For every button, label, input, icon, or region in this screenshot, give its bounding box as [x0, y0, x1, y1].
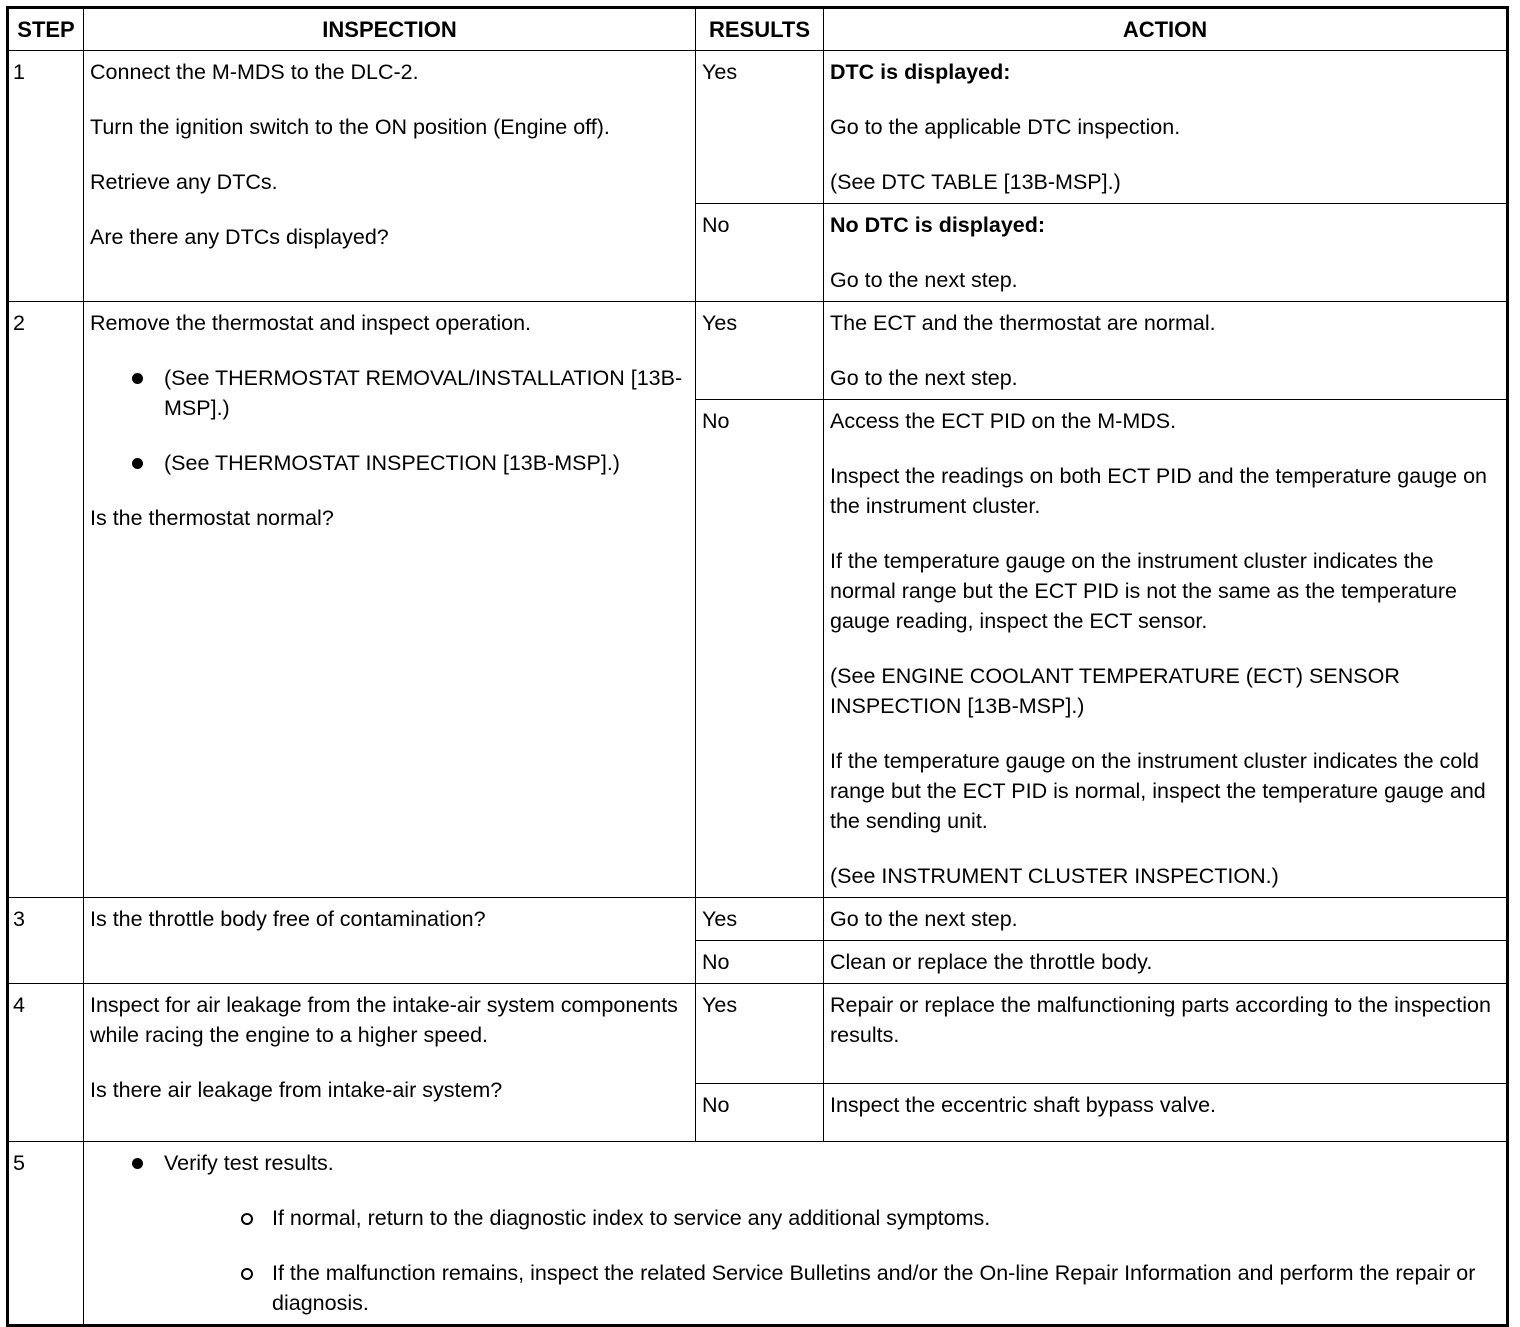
action-title: No DTC is displayed:: [830, 213, 1046, 237]
action-text: If the temperature gauge on the instrument cluster indicates the cold range but the ECT PID is normal, inspect the temperature gauge and the sending unit.: [830, 749, 1486, 833]
action-text: Repair or replace the malfunctioning parts according to the inspection results.: [830, 993, 1491, 1047]
bullet-item: (See THERMOSTAT REMOVAL/INSTALLATION [13B-MSP].): [130, 363, 689, 423]
action-text: (See DTC TABLE [13B-MSP].): [830, 170, 1121, 194]
header-step: STEP: [8, 8, 84, 51]
action-text: (See INSTRUMENT CLUSTER INSPECTION.): [830, 864, 1279, 888]
inspection-cell: [84, 302, 696, 898]
result-no: No: [696, 1084, 824, 1142]
action-cell: [824, 204, 1508, 302]
action-text: If the temperature gauge on the instrument cluster indicates the normal range but the ECT PID is not the same as the temperature gauge reading, inspect the ECT sensor.: [830, 549, 1458, 633]
result-yes: Yes: [696, 898, 824, 941]
inspection-cell: [84, 984, 696, 1142]
result-no: No: [696, 204, 824, 302]
step-3-yes-row: [8, 898, 1508, 941]
result-no: No: [696, 941, 824, 984]
step-number: 3: [8, 898, 84, 984]
step-number: 5: [8, 1142, 84, 1326]
verification-cell: [84, 1142, 1508, 1326]
step-number: 4: [8, 984, 84, 1142]
action-text: Go to the next step.: [830, 268, 1018, 292]
inspection-cell: [84, 51, 696, 302]
inspection-cell: [84, 898, 696, 984]
action-text: Inspect the readings on both ECT PID and the temperature gauge on the instrument cluster.: [830, 464, 1487, 518]
action-text: Inspect the eccentric shaft bypass valve.: [830, 1093, 1217, 1117]
result-yes: Yes: [696, 984, 824, 1084]
inspection-text: Retrieve any DTCs.: [90, 170, 278, 194]
sub-bullet-item: If normal, return to the diagnostic index to service any additional symptoms.: [238, 1203, 1500, 1233]
action-title: DTC is displayed:: [830, 60, 1011, 84]
bullet-text: Verify test results.: [164, 1151, 334, 1175]
inspection-bullet-list: [90, 363, 689, 478]
header-inspection: INSPECTION: [84, 8, 696, 51]
header-action: ACTION: [824, 8, 1508, 51]
inspection-text: Connect the M-MDS to the DLC-2.: [90, 60, 419, 84]
result-no: No: [696, 400, 824, 898]
inspection-question: Is there air leakage from intake-air system?: [90, 1078, 503, 1102]
action-cell: [824, 984, 1508, 1084]
header-row: [8, 8, 1508, 51]
step-1-yes-row: [8, 51, 1508, 204]
inspection-text: Remove the thermostat and inspect operation.: [90, 311, 532, 335]
inspection-text: Inspect for air leakage from the intake-air system components while racing the engine to a higher speed.: [90, 993, 678, 1047]
action-cell: [824, 302, 1508, 400]
sub-bullet-item: If the malfunction remains, inspect the related Service Bulletins and/or the On-line Repair Information and perform the repair or diagnosis.: [238, 1258, 1500, 1318]
step-5-row: [8, 1142, 1508, 1326]
sub-bullet-list: [164, 1203, 1500, 1318]
action-text: Go to the next step.: [830, 907, 1018, 931]
action-text: Access the ECT PID on the M-MDS.: [830, 409, 1177, 433]
action-text: The ECT and the thermostat are normal.: [830, 311, 1216, 335]
action-cell: [824, 400, 1508, 898]
action-cell: [824, 1084, 1508, 1142]
action-cell: [824, 51, 1508, 204]
action-text: Go to the next step.: [830, 366, 1018, 390]
diagnostic-table: [6, 6, 1509, 1327]
action-text: (See ENGINE COOLANT TEMPERATURE (ECT) SENSOR INSPECTION [13B-MSP].): [830, 664, 1400, 718]
action-cell: [824, 941, 1508, 984]
header-results: RESULTS: [696, 8, 824, 51]
inspection-question: Are there any DTCs displayed?: [90, 225, 389, 249]
bullet-item: [130, 1148, 1500, 1318]
inspection-question: Is the thermostat normal?: [90, 506, 334, 530]
step-number: 2: [8, 302, 84, 898]
step-4-yes-row: [8, 984, 1508, 1084]
result-yes: Yes: [696, 51, 824, 204]
step-number: 1: [8, 51, 84, 302]
action-text: Go to the applicable DTC inspection.: [830, 115, 1181, 139]
inspection-question: Is the throttle body free of contamination?: [90, 907, 486, 931]
verify-bullet-list: [90, 1148, 1500, 1318]
result-yes: Yes: [696, 302, 824, 400]
bullet-item: (See THERMOSTAT INSPECTION [13B-MSP].): [130, 448, 689, 478]
step-2-yes-row: [8, 302, 1508, 400]
action-cell: [824, 898, 1508, 941]
action-text: Clean or replace the throttle body.: [830, 950, 1153, 974]
inspection-text: Turn the ignition switch to the ON position (Engine off).: [90, 115, 610, 139]
